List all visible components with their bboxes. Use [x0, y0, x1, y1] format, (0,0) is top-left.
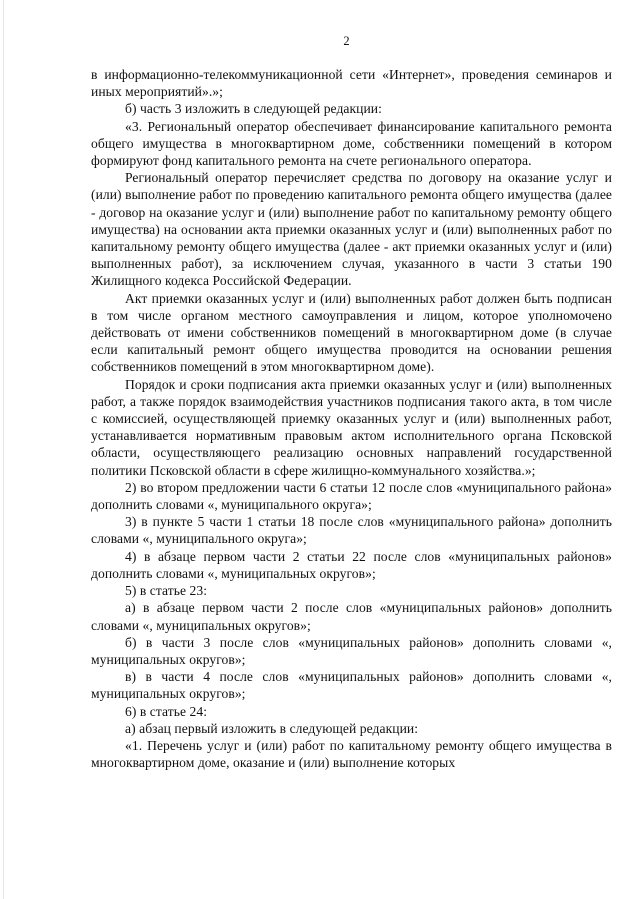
paragraph: Акт приемки оказанных услуг и (или) выполненных работ должен быть подписан в том числе органом местного самоуправления и лицом, которое уполномочено действовать от имени собственников помещений в многоквартирном доме (в случае если капитальный ремонт общего имущества проводится на основании решения собственников помещений в этом многоквартирном доме).: [91, 290, 612, 375]
paragraph: 3) в пункте 5 части 1 статьи 18 после слов «муниципального района» дополнить словами «, муниципального округа»;: [91, 514, 612, 547]
paragraph: «1. Перечень услуг и (или) работ по капитальному ремонту общего имущества в многоквартирном доме, оказание и (или) выполнение которых: [91, 737, 612, 771]
paragraph: Порядок и сроки подписания акта приемки оказанных услуг и (или) выполненных работ, а также порядок взаимодействия участников подписания такого акта, в том числе с комиссией, осуществляющей приемку оказанных услуг и (или) выполненных работ, устанавливается нормативным правовым актом исполнительного органа Псковской области, осуществляющего реализацию основных направлений государственной политики Псковской области в сфере жилищно-коммунального хозяйства.»;: [91, 376, 612, 478]
paragraph: 5) в статье 23:: [125, 583, 208, 599]
paragraph: а) абзац первый изложить в следующей редакции:: [125, 720, 419, 736]
paragraph: в информационно-телекоммуникационной сети «Интернет», проведения семинаров и иных мероприятий».»;: [91, 67, 612, 100]
scan-edge: [3, 0, 4, 899]
page-number: 2: [343, 34, 350, 48]
paragraph: в) в части 4 после слов «муниципальных районов» дополнить словами «, муниципальных округов»;: [91, 669, 612, 702]
paragraph: 4) в абзаце первом части 2 статьи 22 после слов «муниципальных районов» дополнить словами «, муниципальных округов»;: [91, 548, 612, 581]
paragraph: 2) во втором предложении части 6 статьи 12 после слов «муниципального района» дополнить словами «, муниципального округа»;: [91, 479, 612, 513]
paragraph: б) часть 3 изложить в следующей редакции:: [125, 101, 382, 117]
paragraph: «3. Региональный оператор обеспечивает финансирование капитального ремонта общего имущества в многоквартирном доме, собственники помещений в котором формируют фонд капитального ремонта на счете регионального оператора.: [91, 118, 612, 169]
paragraph: а) в абзаце первом части 2 после слов «муниципальных районов» дополнить словами «, муниципальных округов»;: [91, 600, 612, 633]
paragraph: б) в части 3 после слов «муниципальных районов» дополнить словами «, муниципальных округов»;: [91, 634, 612, 667]
document-body: [91, 66, 612, 771]
paragraph: Региональный оператор перечисляет средства по договору на оказание услуг и (или) выполнение работ по проведению капитального ремонта общего имущества (далее - договор на оказание услуг и (или) выполнение работ по капитальному ремонту общего имущества) на основании акта приемки оказанных услуг и (или) выполненных работ по капитальному ремонту общего имущества (далее - акт приемки оказанных услуг и (или) выполненных работ), за исключением случая, указанного в части 3 статьи 190 Жилищного кодекса Российской Федерации.: [91, 170, 612, 289]
paragraph: 6) в статье 24:: [125, 703, 208, 719]
